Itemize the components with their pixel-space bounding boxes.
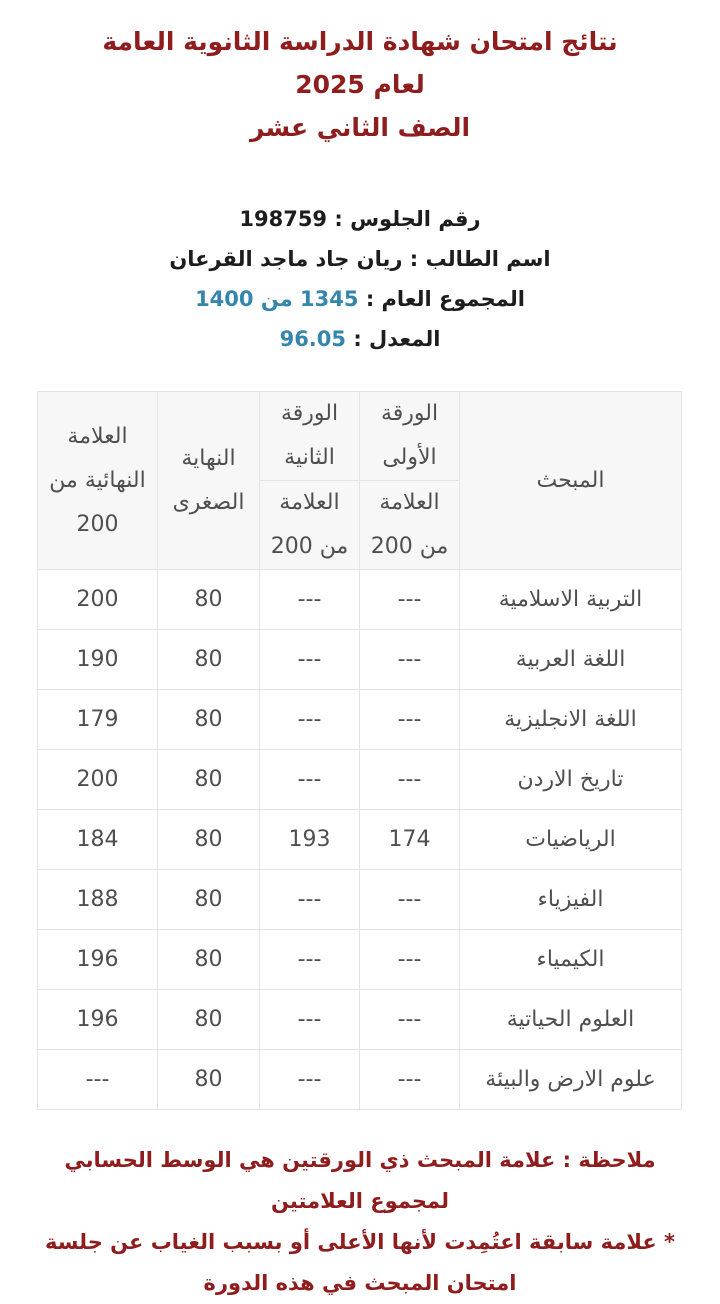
min-score-cell: 80	[158, 870, 260, 930]
footer-notes	[0, 1140, 720, 1304]
note-clipped-line: امتحان المبحث في هذه الدورة	[203, 1271, 517, 1295]
student-info	[0, 199, 720, 359]
paper2-mark-cell: 193	[260, 810, 360, 870]
header-min-score: النهاية الصغرى	[158, 392, 260, 570]
subject-cell: اللغة العربية	[460, 630, 682, 690]
page-title-line3: الصف الثاني عشر	[249, 113, 471, 142]
paper2-mark-cell: ---	[260, 930, 360, 990]
seat-number-row	[0, 199, 720, 239]
table-row	[38, 570, 682, 630]
min-score-cell: 80	[158, 690, 260, 750]
paper1-mark-cell: ---	[360, 750, 460, 810]
paper1-mark-cell: ---	[360, 690, 460, 750]
table-row	[38, 810, 682, 870]
paper1-mark-cell: ---	[360, 630, 460, 690]
page-title-line2: لعام 2025	[295, 70, 425, 99]
page-title-line1: نتائج امتحان شهادة الدراسة الثانوية العامة	[102, 27, 618, 56]
total-score-value: 1345 من 1400	[195, 287, 359, 311]
paper1-mark-cell: 174	[360, 810, 460, 870]
table-row	[38, 870, 682, 930]
min-score-cell: 80	[158, 750, 260, 810]
seat-number-label: رقم الجلوس :	[334, 207, 481, 231]
header-paper2: الورقة الثانية	[260, 392, 360, 481]
paper1-mark-cell: ---	[360, 990, 460, 1050]
paper2-mark-cell: ---	[260, 870, 360, 930]
table-row	[38, 1050, 682, 1110]
results-table-head	[38, 392, 682, 570]
min-score-cell: 80	[158, 810, 260, 870]
final-mark-cell: 179	[38, 690, 158, 750]
min-score-cell: 80	[158, 1050, 260, 1110]
average-row	[0, 319, 720, 359]
final-mark-cell: 190	[38, 630, 158, 690]
table-row	[38, 690, 682, 750]
final-mark-cell: 200	[38, 570, 158, 630]
final-mark-cell: 196	[38, 930, 158, 990]
paper1-mark-cell: ---	[360, 870, 460, 930]
table-row	[38, 630, 682, 690]
min-score-cell: 80	[158, 930, 260, 990]
seat-number-value: 198759	[239, 207, 328, 231]
results-table	[37, 391, 682, 1110]
header-paper1-mark-of-200: العلامة من 200	[360, 481, 460, 570]
subject-cell: الكيمياء	[460, 930, 682, 990]
header-final-mark: العلامة النهائية من 200	[38, 392, 158, 570]
paper2-mark-cell: ---	[260, 750, 360, 810]
paper2-mark-cell: ---	[260, 570, 360, 630]
header-paper1: الورقة الأولى	[360, 392, 460, 481]
student-name-row	[0, 239, 720, 279]
subject-cell: اللغة الانجليزية	[460, 690, 682, 750]
min-score-cell: 80	[158, 570, 260, 630]
final-mark-cell: 196	[38, 990, 158, 1050]
subject-cell: الفيزياء	[460, 870, 682, 930]
paper1-mark-cell: ---	[360, 930, 460, 990]
results-table-body	[38, 570, 682, 1110]
subject-cell: تاريخ الاردن	[460, 750, 682, 810]
final-mark-cell: 188	[38, 870, 158, 930]
note-two-papers: ملاحظة : علامة المبحث ذي الورقتين هي الوسط الحسابي لمجموع العلامتين	[64, 1148, 656, 1213]
min-score-cell: 80	[158, 630, 260, 690]
paper2-mark-cell: ---	[260, 630, 360, 690]
table-row	[38, 990, 682, 1050]
total-score-row	[0, 279, 720, 319]
header-subject: المبحث	[460, 392, 682, 570]
student-name-value: ريان جاد ماجد القرعان	[169, 247, 403, 271]
paper1-mark-cell: ---	[360, 570, 460, 630]
average-value: 96.05	[279, 327, 347, 351]
final-mark-cell: ---	[38, 1050, 158, 1110]
note-previous-mark: * علامة سابقة اعتُمِدت لأنها الأعلى أو بسبب الغياب عن جلسة	[45, 1230, 675, 1254]
subject-cell: الرياضيات	[460, 810, 682, 870]
student-name-label: اسم الطالب :	[409, 247, 551, 271]
paper2-mark-cell: ---	[260, 1050, 360, 1110]
final-mark-cell: 200	[38, 750, 158, 810]
table-row	[38, 750, 682, 810]
total-score-label: المجموع العام :	[365, 287, 525, 311]
header-paper2-mark-of-200: العلامة من 200	[260, 481, 360, 570]
paper1-mark-cell: ---	[360, 1050, 460, 1110]
table-row	[38, 930, 682, 990]
subject-cell: العلوم الحياتية	[460, 990, 682, 1050]
paper2-mark-cell: ---	[260, 990, 360, 1050]
subject-cell: التربية الاسلامية	[460, 570, 682, 630]
min-score-cell: 80	[158, 990, 260, 1050]
average-label: المعدل :	[353, 327, 441, 351]
page-header	[0, 0, 720, 149]
subject-cell: علوم الارض والبيئة	[460, 1050, 682, 1110]
paper2-mark-cell: ---	[260, 690, 360, 750]
final-mark-cell: 184	[38, 810, 158, 870]
